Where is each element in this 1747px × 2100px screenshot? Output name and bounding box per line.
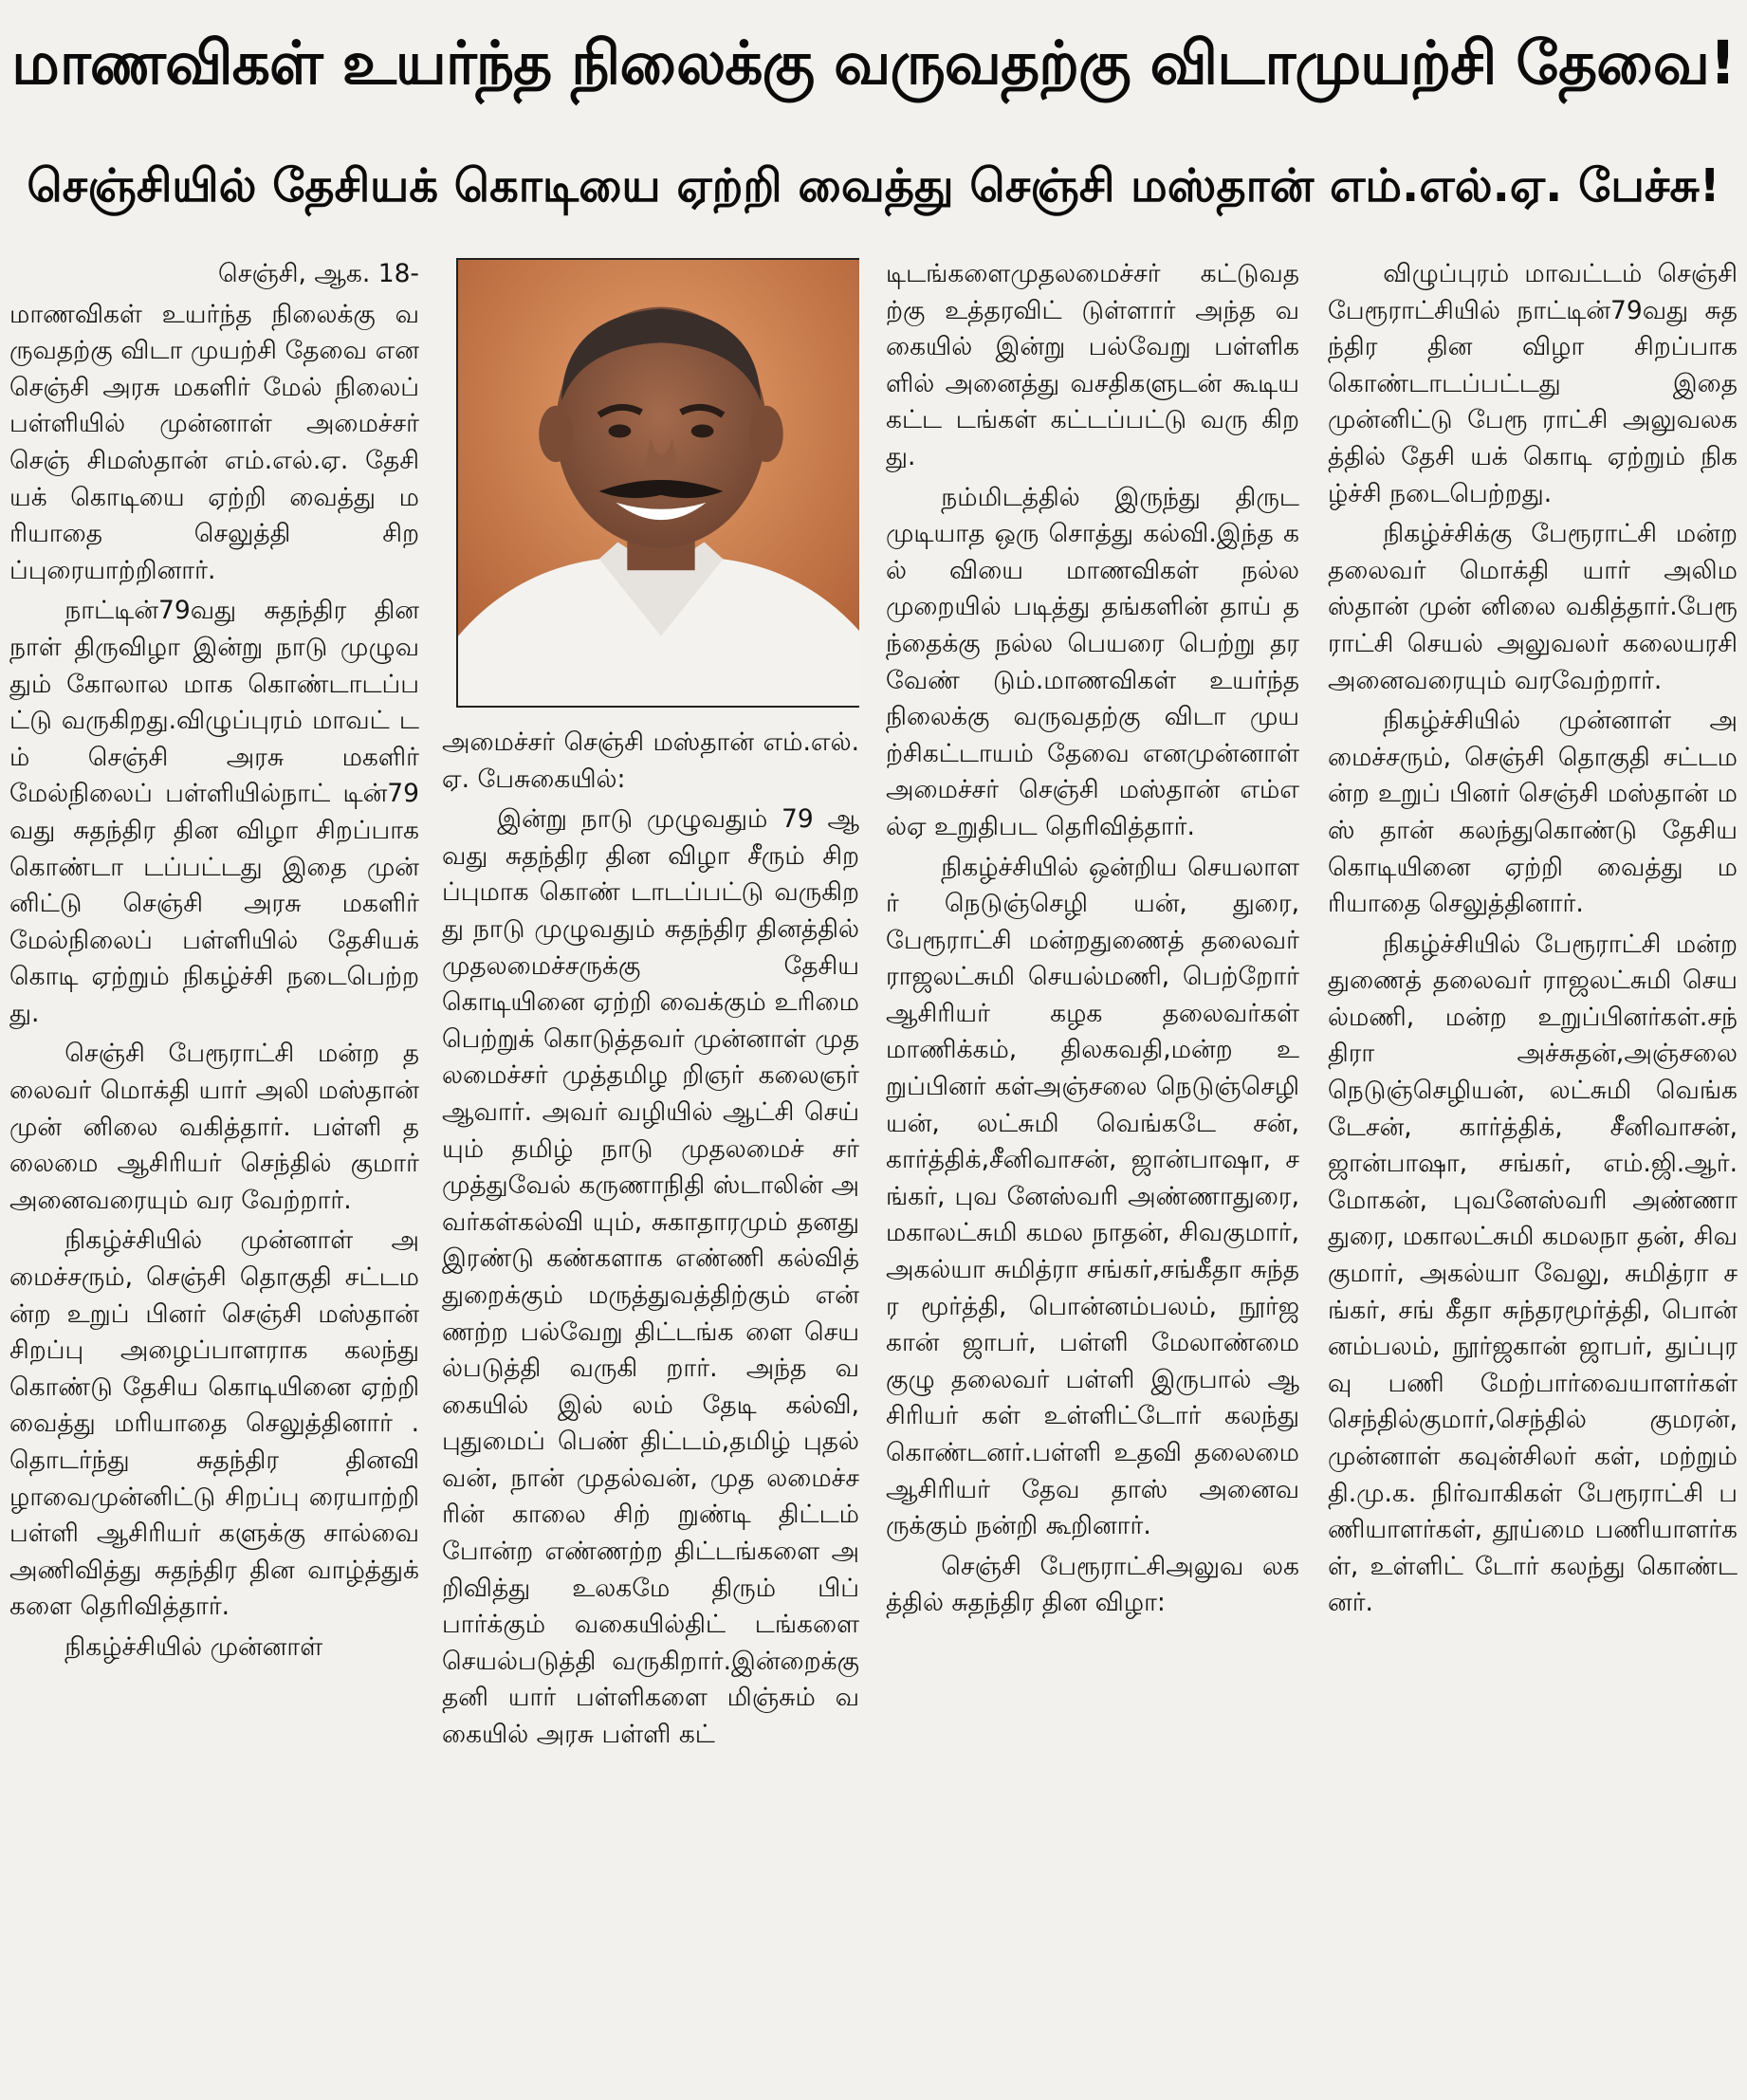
paragraph: விழுப்புரம் மாவட்டம் செஞ்சி பேரூராட்சியில் நாட்டின்79வது சுதந்திர தின விழா சிறப்பாக கொண்டாடப்பட்டது இதை முன்னிட்டு பேரூ ராட்சி அலுவலகத்தில் தேசி யக் கொடி ஏற்றும் நிகழ்ச்சி நடைபெற்றது. [1328, 259, 1738, 508]
paragraph: டிடங்களைமுதலமைச்சர் கட்டுவதற்கு உத்தரவிட் டுள்ளார் அந்த வகையில் இன்று பல்வேறு பள்ளிக ளில் அனைத்து வசதிகளுடன் கூடிய கட்ட டங்கள் கட்டப்பட்டு வரு கிறது. [886, 259, 1299, 471]
paragraph: செஞ்சி பேரூராட்சி மன்ற தலைவர் மொக்தி யார் அலி மஸ்தான் முன் னிலை வகித்தார். பள்ளி தலைமை ஆசிரியர் செந்தில் குமார் அனைவரையும் வர வேற்றார். [9, 1039, 419, 1215]
paragraph: நிகழ்ச்சியில் முன்னாள் அமைச்சரும், செஞ்சி தொகுதி சட்டமன்ற உறுப் பினர் செஞ்சி மஸ்தான் மஸ் தான் கலந்துகொண்டு தேசிய கொடியினை ஏற்றி வைத்து மரியாதை செலுத்தினார். [1328, 706, 1738, 919]
article-column-4 [1328, 256, 1738, 2100]
paragraph: நிகழ்ச்சியில் பேரூராட்சி மன்றதுணைத் தலைவர் ராஜலட்சுமி செயல்மணி, மன்ற உறுப்பினர்கள்.சந் திரா அச்சுதன்,அஞ்சலை நெடுஞ்செழியன், லட்சுமி வெங்கடேசன், கார்த்திக், சீனிவாசன்,ஜான்பாஷா, சங்கர், எம்.ஜி.ஆர்.மோகன், புவனேஸ்வரி அண்ணா துரை, மகாலட்சுமி கமலநா தன், சிவகுமார், அகல்யா வேலு, சுமித்ரா சங்கர், சங் கீதா சுந்தரமூர்த்தி, பொன் னம்பலம், நூர்ஜகான் ஜாபர், துப்புரவு பணி மேற்பார்வையாளர்கள் செந்தில்குமார்,செந்தில் குமரன், முன்னாள் கவுன்சிலர் கள், மற்றும் தி.மு.க. நிர்வாகிகள் பேரூராட்சி பணியாளர்கள், தூய்மை பணியாளர்கள், உள்ளிட் டோர் கலந்து கொண்டனர். [1328, 929, 1738, 1618]
article-column-1 [9, 256, 419, 2100]
photo-caption: அமைச்சர் செஞ்சி மஸ்தான் எம்.எல்.ஏ. பேசுகையில்: [442, 728, 859, 794]
paragraph: நிகழ்ச்சிக்கு பேரூராட்சி மன்ற தலைவர் மொக்தி யார் அலிமஸ்தான் முன் னிலை வகித்தார்.பேரூ ராட்சி செயல் அலுவலர் கலையரசி அனைவரையும் வரவேற்றார். [1328, 519, 1738, 695]
subheadline: செஞ்சியில் தேசியக் கொடியை ஏற்றி வைத்து செஞ்சி மஸ்தான் எம்.எல்.ஏ. பேச்சு! [27, 159, 1720, 212]
article-column-2 [442, 256, 859, 2100]
subheading: செஞ்சி பேரூராட்சிஅலுவ லகத்தில் சுதந்திர தின விழா: [886, 1551, 1299, 1618]
paragraph: நாட்டின்79வது சுதந்திர தின நாள் திருவிழா இன்று நாடு முழுவதும் கோலால மாக கொண்டாடப்பட்டு வருகிறது.விழுப்புரம் மாவட் டம் செஞ்சி அரசு மகளிர் மேல்நிலைப் பள்ளியில்நாட் டின்79 வது சுதந்திர தின விழா சிறப்பாக கொண்டா டப்பட்டது இதை முன் னிட்டு செஞ்சி அரசு மகளிர் மேல்நிலைப் பள்ளியில் தேசியக் கொடி ஏற்றும் நிகழ்ச்சி நடைபெற்றது. [9, 596, 419, 1028]
portrait-photo [456, 258, 859, 708]
paragraph: நிகழ்ச்சியில் முன்னாள் [64, 1631, 323, 1662]
paragraph: நிகழ்ச்சியில் ஒன்றிய செயலாளர் நெடுஞ்செழி யன், துரை, பேரூராட்சி மன்றதுணைத் தலைவர் ராஜலட்சுமி செயல்மணி, பெற்றோர் ஆசிரியர் கழக தலைவர்கள் மாணிக்கம், திலகவதி,மன்ற உறுப்பினர் கள்அஞ்சலை நெடுஞ்செழி யன், லட்சுமி வெங்கடே சன், கார்த்திக்,சீனிவாசன், ஜான்பாஷா, சங்கர், புவ னேஸ்வரி அண்ணாதுரை, மகாலட்சுமி கமல நாதன், சிவகுமார்,அகல்யா சுமித்ரா சங்கர்,சங்கீதா சுந்தர மூர்த்தி, பொன்னம்பலம், நூர்ஜகான் ஜாபர், பள்ளி மேலாண்மை குழு தலைவர் பள்ளி இருபால் ஆசிரியர் கள் உள்ளிட்டோர் கலந்து கொண்டனர்.பள்ளி உதவி தலைமை ஆசிரியர் தேவ தாஸ் அனைவருக்கும் நன்றி கூறினார். [886, 852, 1299, 1541]
paragraph: மாணவிகள் உயர்ந்த நிலைக்கு வருவதற்கு விடா முயற்சி தேவை என செஞ்சி அரசு மகளிர் மேல் நிலைப் பள்ளியில் முன்னாள் அமைச்சர் செஞ் சிமஸ்தான் எம்.எல்.ஏ. தேசி யக் கொடியை ஏற்றி வைத்து மரியாதை செலுத்தி சிறப்புரையாற்றினார். [9, 299, 419, 585]
article-column-3 [886, 256, 1299, 2100]
paragraph: இன்று நாடு முழுவதும் 79 ஆவது சுதந்திர தின விழா சீரும் சிறப்புமாக கொண் டாடப்பட்டு வருகிறது நாடு முழுவதும் சுதந்திர தினத்தில் முதலமைச்சருக்கு தேசிய கொடியினை ஏற்றி வைக்கும் உரிமை பெற்றுக் கொடுத்தவர் முன்னாள் முதலமைச்சர் முத்தமிழ றிஞர் கலைஞர் ஆவார். அவர் வழியில் ஆட்சி செய் யும் தமிழ் நாடு முதலமைச் சர் முத்துவேல் கருணாநிதி ஸ்டாலின் அவர்கள்கல்வி யும், சுகாதாரமும் தனது இரண்டு கண்களாக எண்ணி கல்வித் துறைக்கும் மருத்துவத்திற்கும் என் ணற்ற பல்வேறு திட்டங்க ளை செயல்படுத்தி வருகி றார். அந்த வகையில் இல் லம் தேடி கல்வி, புதுமைப் பெண் திட்டம்,தமிழ் புதல் வன், நான் முதல்வன், முத லமைச்சரின் காலை சிற் றுண்டி திட்டம் போன்ற எண்ணற்ற திட்டங்களை அறிவித்து உலகமே திரும் பிப் பார்க்கும் வகையில்திட் டங்களை செயல்படுத்தி வருகிறார்.இன்றைக்கு தனி யார் பள்ளிகளை மிஞ்சும் வகையில் அரசு பள்ளி கட் [442, 804, 859, 1750]
headline: மாணவிகள் உயர்ந்த நிலைக்கு வருவதற்கு விடாமுயற்சி தேவை! [11, 28, 1736, 98]
paragraph: நிகழ்ச்சியில் முன்னாள் அமைச்சரும், செஞ்சி தொகுதி சட்டமன்ற உறுப் பினர் செஞ்சி மஸ்தான் சிறப்பு அழைப்பாளராக கலந்து கொண்டு தேசிய கொடியினை ஏற்றி வைத்து மரியாதை செலுத்தினார் .தொடர்ந்து சுதந்திர தினவி ழாவைமுன்னிட்டு சிறப்பு ரையாற்றி பள்ளி ஆசிரியர் களுக்கு சால்வை அணிவித்து சுதந்திர தின வாழ்த்துக் களை தெரிவித்தார். [9, 1225, 419, 1622]
dateline: செஞ்சி, ஆக. 18- [218, 259, 419, 288]
paragraph: நம்மிடத்தில் இருந்து திருட முடியாத ஒரு சொத்து கல்வி.இந்த கல் வியை மாணவிகள் நல்ல முறையில் படித்து தங்களின் தாய் தந்தைக்கு நல்ல பெயரை பெற்று தர வேண் டும்.மாணவிகள் உயர்ந்த நிலைக்கு வருவதற்கு விடா முயற்சிகட்டாயம் தேவை எனமுன்னாள் அமைச்சர் செஞ்சி மஸ்தான் எம்எல்ஏ உறுதிபட தெரிவித்தார். [886, 482, 1299, 841]
